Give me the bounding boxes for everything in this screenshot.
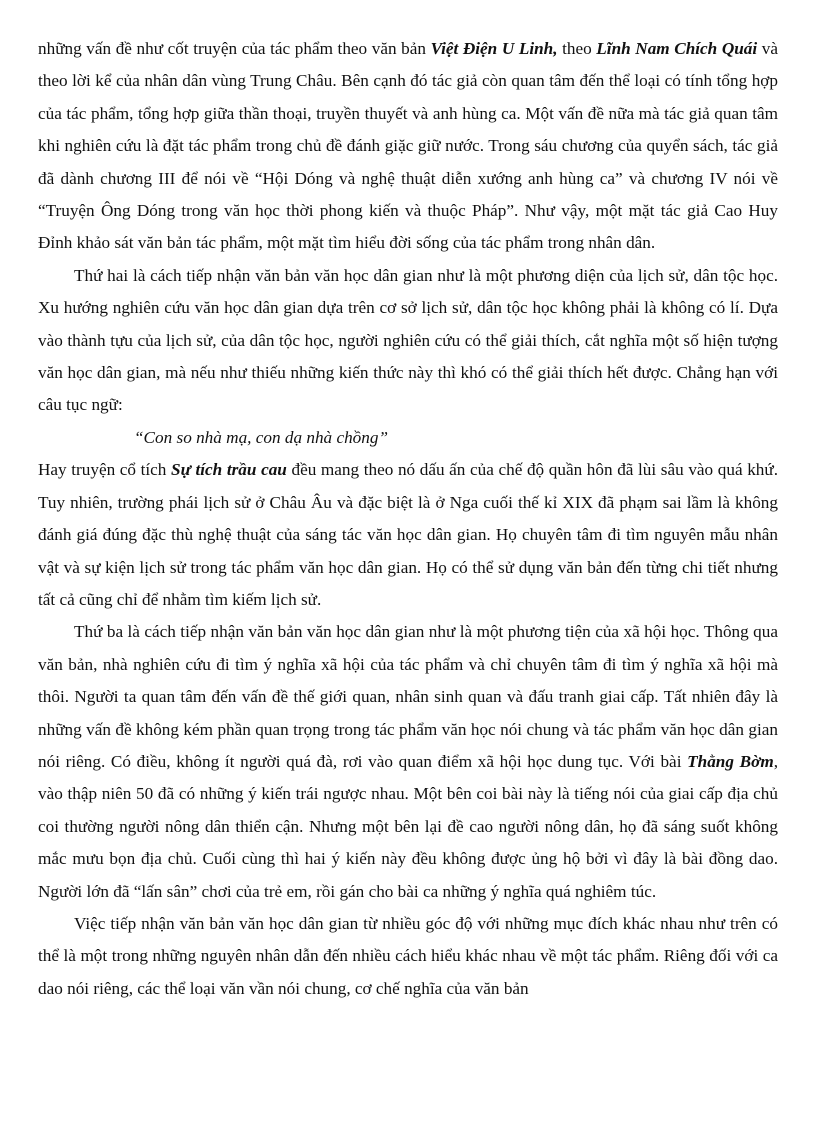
text-run: Thứ ba là cách tiếp nhận văn bản văn học dân gian như là một phương tiện của xã hội học. Thông qua văn bản, nhà nghiên cứu đi tìm ý nghĩa xã hội của tác phẩm và chỉ chuyên tâm đi tìm ý nghĩa xã hội mà thôi. Người ta quan tâm đến vấn đề thế giới quan, nhân sinh quan và đấu tranh giai cấp. Tất nhiên đây là những vấn đề không kém phần quan trọng trong tác phẩm văn học nói chung và tác phẩm văn học dân gian nói riêng. Có điều, không ít người quá đà, rơi vào quan điểm xã hội học dung tục. Với bài bbox=[38, 622, 778, 771]
text-run: đều mang theo nó dấu ấn của chế độ quần hôn đã lùi sâu vào quá khứ. Tuy nhiên, trường phái lịch sử ở Châu Âu và đặc biệt là ở Nga cuối thế kỉ XIX đã phạm sai lầm là không đánh giá đúng đặc thù nghệ thuật của sáng tác văn học dân gian. Họ chuyên tâm đi tìm nguyên mẫu nhân vật và sự kiện lịch sử trong tác phẩm văn học dân gian. Họ có thể sử dụng văn bản đến từng chi tiết nhưng tất cả cũng chỉ để nhằm tìm kiếm lịch sử. bbox=[38, 460, 778, 609]
title-thang-bom: Thằng Bờm bbox=[687, 751, 774, 771]
text-run: và theo lời kể của nhân dân vùng Trung Châu. Bên cạnh đó tác giả còn quan tâm đến thể loại có tính tổng hợp của tác phẩm, tổng hợp giữa thần thoại, truyền thuyết và anh hùng ca. Một vấn đề nữa mà tác giả quan tâm khi nghiên cứu là đặt tác phẩm trong chủ đề đánh giặc giữ nước. Trong sáu chương của quyển sách, tác giả đã dành chương III để nói về “Hội Dóng và nghệ thuật diễn xướng anh hùng ca” và chương IV nói về “Truyện Ông Dóng trong văn học thời phong kiến và thuộc Pháp”. Như vậy, một mặt tác giả Cao Huy Đỉnh khảo sát văn bản tác phẩm, một mặt tìm hiểu đời sống của tác phẩm trong nhân dân. bbox=[38, 39, 778, 253]
text-run: , vào thập niên 50 đã có những ý kiến trái ngược nhau. Một bên coi bài này là tiếng nói của giai cấp địa chủ coi thường người nông dân thiển cận. Nhưng một bên lại đề cao người nông dân, họ đã sáng suốt không mắc mưu bọn địa chủ. Cuối cùng thì hai ý kiến này đều không được ủng hộ bởi vì đây là bài đồng dao. Người lớn đã “lấn sân” chơi của trẻ em, rồi gán cho bài ca những ý nghĩa quá nghiêm túc. bbox=[38, 751, 778, 901]
paragraph-cao-huy-dinh-study bbox=[38, 33, 778, 260]
text-run: Thứ hai là cách tiếp nhận văn bản văn học dân gian như là một phương diện của lịch sử, dân tộc học. Xu hướng nghiên cứu văn học dân gian dựa trên cơ sở lịch sử, dân tộc học không phải là không có lí. Dựa vào thành tựu của lịch sử, của dân tộc học, người nghiên cứu có thể giải thích, cắt nghĩa một số hiện tượng văn học dân gian, mà nếu như thiếu những kiến thức này thì khó có thể giải thích hết được. Chẳng hạn với câu tục ngữ: bbox=[38, 265, 778, 415]
text-run: Việc tiếp nhận văn bản văn học dân gian từ nhiều góc độ với những mục đích khác nhau như trên có thể là một trong những nguyên nhân dẫn đến nhiều cách hiểu khác nhau về một tác phẩm. Riêng đối với ca dao nói riêng, các thể loại văn vần nói chung, cơ chế nghĩa của văn bản bbox=[38, 913, 778, 998]
paragraph-conclusion bbox=[38, 908, 778, 1005]
text-run: những vấn đề như cốt truyện của tác phẩm theo văn bản bbox=[38, 39, 431, 58]
text-run: theo bbox=[557, 39, 597, 58]
text-run: Hay truyện cổ tích bbox=[38, 460, 172, 480]
title-linh-nam-chich-quai: Lĩnh Nam Chích Quái bbox=[596, 39, 758, 58]
paragraph-history-ethnology bbox=[38, 260, 778, 422]
paragraph-sociology bbox=[38, 616, 778, 908]
quote-text: “Con so nhà mạ, con dạ nhà chồng” bbox=[134, 427, 389, 447]
paragraph-su-tich-trau-cau bbox=[38, 454, 778, 616]
title-viet-dien-u-linh: Việt Điện U Linh, bbox=[430, 39, 558, 58]
proverb-quote bbox=[38, 422, 778, 454]
document-page bbox=[38, 33, 778, 1005]
title-su-tich-trau-cau: Sự tích trầu cau bbox=[171, 460, 287, 480]
